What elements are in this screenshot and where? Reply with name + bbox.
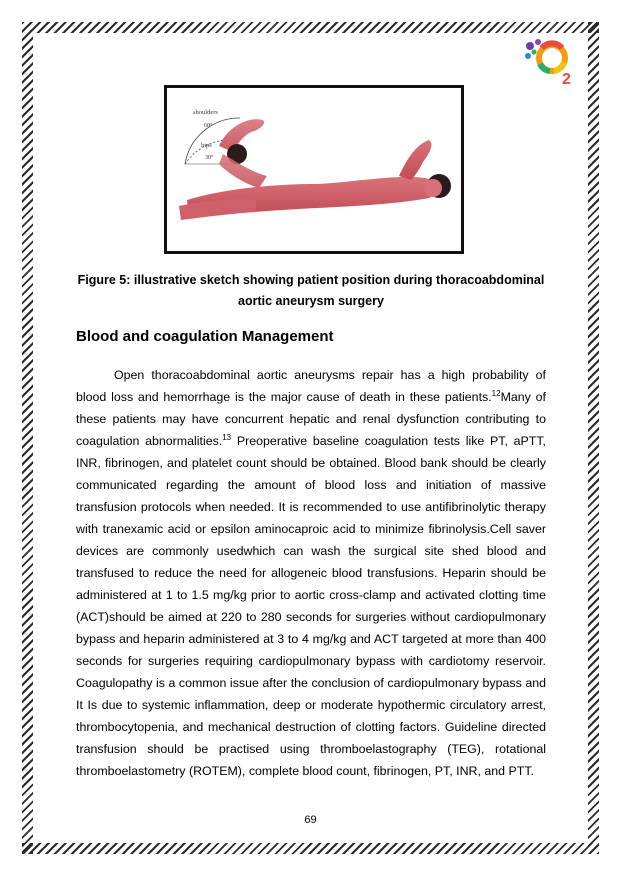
hips-label: hips bbox=[201, 142, 212, 149]
page-border-right bbox=[588, 22, 599, 854]
page-border-left bbox=[22, 22, 33, 854]
patient-position-figure bbox=[164, 85, 464, 254]
body-paragraph bbox=[76, 364, 546, 782]
page-number: 69 bbox=[304, 814, 317, 826]
shoulders-angle-label: 60° bbox=[204, 123, 213, 129]
section-heading: Blood and coagulation Management bbox=[76, 328, 334, 345]
caption-line-1: Figure 5: illustrative sketch showing patient position during thoracoabdominal bbox=[77, 273, 545, 287]
caption-line-2: aortic aneurysm surgery bbox=[238, 294, 384, 308]
o2-logo bbox=[524, 38, 580, 86]
hips-angle-label: 30° bbox=[205, 155, 214, 161]
paragraph-segment-1: Open thoracoabdominal aortic aneurysms repair has a high probability of blood loss and hemorrhage is the major cause of death in these patients. bbox=[76, 368, 546, 404]
shoulders-label: shoulders bbox=[193, 109, 218, 116]
page-border-bottom bbox=[22, 843, 599, 854]
page-border-top bbox=[22, 22, 599, 33]
reference-12: 12 bbox=[491, 388, 501, 398]
reference-13: 13 bbox=[222, 432, 232, 442]
paragraph-segment-2: Many of these patients may have concurrent hepatic and renal dysfunction contributing to coagulation abnormalities. bbox=[76, 390, 546, 448]
figure-caption bbox=[70, 270, 552, 312]
svg-text:2: 2 bbox=[562, 71, 571, 86]
paragraph-segment-3: Preoperative baseline coagulation tests like PT, aPTT, INR, fibrinogen, and platelet count should be obtained. Blood bank should be clearly communicated regarding the amount of blood loss and initiation of massive transfusion protocols when needed. It is recommended to use antifibrinolytic therapy with tranexamic acid or epsilon aminocaproic acid to minimize fibrinolysis.Cell saver devices are commonly usedwhich can wash the surgical site shed blood and transfused to reduce the need for allogeneic blood transfusions. Heparin should be administered at 1 to 1.5 mg/kg prior to aortic cross-clamp and activated clotting time (ACT)should be aimed at 220 to 280 seconds for surgeries without cardiopulmonary bypass and heparin administered at 3 to 4 mg/kg and ACT targeted at more than 400 seconds for surgeries requiring cardiopulmonary bypass with cardiotomy reservoir. Coagulopathy is a common issue after the conclusion of cardiopulmonary bypass and It Is due to systemic inflammation, deep or moderate hypothermic circulatory arrest, thrombocytopenia, and mechanical destruction of clotting factors. Guideline directed transfusion should be practised using thromboelastography (TEG), rotational thromboelastometry (ROTEM), complete blood count, fibrinogen, PT, INR, and PTT. bbox=[76, 434, 546, 778]
